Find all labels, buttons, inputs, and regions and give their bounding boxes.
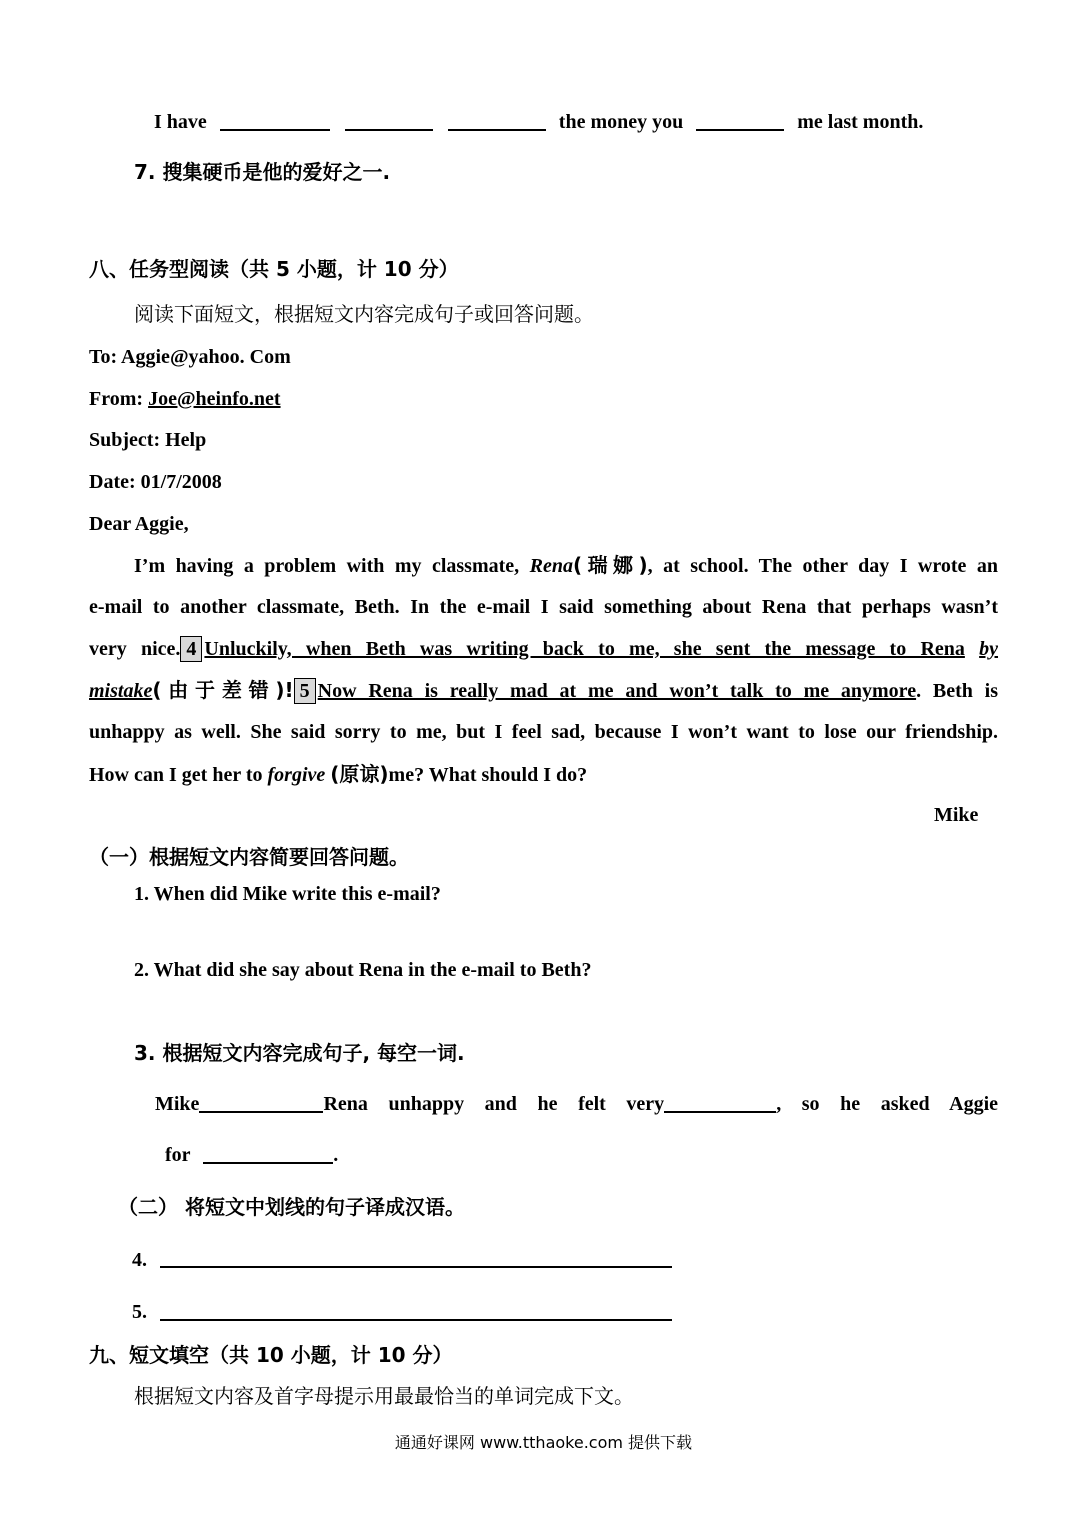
q3-blank-1[interactable]: [199, 1091, 323, 1113]
section9-title: 九、短文填空（共 10 小题，计 10 分）: [89, 1343, 453, 1367]
q6-text-3: me last month.: [797, 111, 924, 133]
box-5: 5: [294, 678, 316, 704]
email-from: [89, 385, 281, 413]
q3-blank-2[interactable]: [664, 1091, 776, 1113]
question-3: 3. 根据短文内容完成句子, 每空一词.: [134, 1041, 465, 1065]
email-line-4: mistake(由于差错)! 5 Now Rena is really mad at me and won’t talk to me anymore. Beth is: [89, 678, 999, 702]
q6-text-1: I have: [154, 111, 207, 133]
q3-sentence: Mike Rena unhappy and he felt very , so he asked Aggie: [155, 1093, 998, 1115]
part2-title: （二） 将短文中划线的句子译成汉语。: [118, 1195, 465, 1219]
email-line-6: How can I get her to forgive (原谅)me? What should I do?: [89, 762, 588, 786]
question-2: 2. What did she say about Rena in the e-mail to Beth?: [134, 959, 592, 981]
underlined-sentence-5: Now Rena is really mad at me and won’t talk to me anymore: [317, 680, 917, 702]
email-subject: Subject: Help: [89, 429, 207, 451]
q3-sentence-end: for .: [165, 1144, 339, 1166]
email-greeting: Dear Aggie,: [89, 513, 189, 535]
q6-sentence: [154, 108, 923, 136]
section8-title: 八、任务型阅读（共 5 小题，计 10 分）: [89, 257, 459, 281]
q6-blank-3[interactable]: [448, 109, 546, 131]
email-line-2: e-mail to another classmate, Beth. In the e-mail I said something about Rena that perhaps wasn’t: [89, 596, 998, 618]
box-4: 4: [180, 636, 202, 662]
q6-blank-4[interactable]: [696, 109, 784, 131]
q7: 7. 搜集硬币是他的爱好之一.: [134, 160, 391, 184]
section9-instruction: 根据短文内容及首字母提示用最最恰当的单词完成下文。: [134, 1384, 634, 1408]
q6-blank-2[interactable]: [345, 109, 433, 131]
email-to: To: Aggie@yahoo. Com: [89, 346, 291, 368]
email-from-label: From:: [89, 388, 144, 410]
answer-4-line[interactable]: [160, 1266, 672, 1268]
question-1: 1. When did Mike write this e-mail?: [134, 883, 441, 905]
email-line-1: I’m having a problem with my classmate, Rena(瑞娜), at school. The other day I wrote an: [134, 553, 999, 577]
email-date: Date: 01/7/2008: [89, 471, 222, 493]
email-from-address[interactable]: Joe@heinfo.net: [148, 388, 281, 410]
underlined-sentence-4: Unluckily, when Beth was writing back to me, she sent the message to Rena: [204, 638, 965, 660]
page-footer: 通通好课网 www.tthaoke.com 提供下载: [394, 1433, 693, 1452]
q6-blank-1[interactable]: [220, 109, 330, 131]
answer-5-line[interactable]: [160, 1319, 672, 1321]
email-line-3: very nice. 4 Unluckily, when Beth was writing back to me, she sent the message to Rena by: [89, 638, 999, 660]
section8-instruction: 阅读下面短文，根据短文内容完成句子或回答问题。: [134, 302, 594, 326]
email-signature: Mike: [934, 804, 979, 826]
q6-text-2: the money you: [558, 111, 684, 133]
part1-title: （一）根据短文内容简要回答问题。: [89, 845, 409, 869]
answer-5-label: 5.: [132, 1301, 147, 1323]
answer-4-label: 4.: [132, 1249, 147, 1271]
q3-blank-3[interactable]: [203, 1142, 333, 1164]
email-line-5: unhappy as well. She said sorry to me, but I feel sad, because I won’t want to lose our friendship.: [89, 721, 998, 743]
